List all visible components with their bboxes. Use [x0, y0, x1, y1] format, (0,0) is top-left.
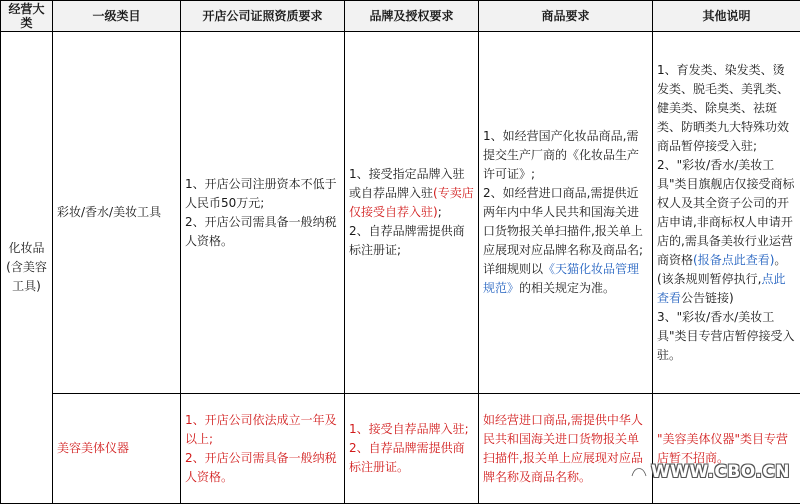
- other-cell: [653, 32, 800, 394]
- logo-icon: [630, 463, 648, 479]
- company-req-2: 2、开店公司需具备一般纳税人资格。: [185, 213, 340, 251]
- header-category: 经营大类: [1, 1, 53, 32]
- other-cell: "美容美体仪器"类目专营店暂不招商。: [653, 394, 800, 504]
- brand-cell: [345, 394, 479, 504]
- company-req-2: 2、开店公司需具备一般纳税人资格。: [185, 449, 340, 487]
- other-note-1: 1、育发类、染发类、烫发类、脱毛类、美乳类、健美类、除臭类、祛斑类、防晒类九大特殊功效商品暂停接受入驻;: [657, 61, 796, 156]
- company-cell: [181, 32, 345, 394]
- header-level1: 一级类目: [53, 1, 181, 32]
- header-company: 开店公司证照资质要求: [181, 1, 345, 32]
- table-row: [1, 32, 800, 394]
- goods-req-2: 2、如经营进口商品,需提供近两年内中华人民共和国海关进口货物报关单扫描件,报关单上应展现对应品牌名称及商品名;: [483, 184, 648, 260]
- table-row: [1, 394, 800, 504]
- brand-note-red: (专卖店仅接受自荐入驻): [349, 186, 474, 219]
- company-req-1: 1、开店公司依法成立一年及以上;: [185, 411, 340, 449]
- other-note-2: 2、"彩妆/香水/美妆工具"类目旗舰店仅接受商标权人及其全资子公司的开店申请,非商标权人申请开店的,需具备美妆行业运营商资格(报备点此查看)。(该条规则暂停执行,点此查看公告链接): [657, 156, 796, 308]
- goods-req-1: 1、如经营国产化妆品商品,需提交生产厂商的《化妆品生产许可证》;: [483, 127, 648, 184]
- header-row: [1, 1, 800, 32]
- brand-req-1: 1、接受指定品牌入驻或自荐品牌入驻(专卖店仅接受自荐入驻);: [349, 165, 474, 222]
- category-cell: 化妆品(含美容工具): [1, 32, 53, 504]
- goods-cell: [479, 32, 653, 394]
- site-watermark: WWW.CBO.CN: [630, 462, 790, 482]
- goods-cell: 如经营进口商品,需提供中华人民共和国海关进口货物报关单扫描件,报关单上应展现对应品牌名称及商品名称。: [479, 394, 653, 504]
- report-view-link[interactable]: (报备点此查看): [693, 253, 774, 267]
- brand-req-2: 2、自荐品牌需提供商标注册证。: [349, 439, 474, 477]
- company-cell: [181, 394, 345, 504]
- level1-cell: 彩妆/香水/美妆工具: [53, 32, 181, 394]
- cosmetics-rules-link[interactable]: 《天猫化妆品管理规范》: [483, 262, 639, 295]
- brand-req-1: 1、接受自荐品牌入驻;: [349, 420, 474, 439]
- announcement-view-link[interactable]: 点此查看: [657, 272, 786, 305]
- brand-cell: [345, 32, 479, 394]
- level1-cell: 美容美体仪器: [53, 394, 181, 504]
- goods-req-3: 详细规则以《天猫化妆品管理规范》的相关规定为准。: [483, 260, 648, 298]
- brand-req-2: 2、自荐品牌需提供商标注册证;: [349, 222, 474, 260]
- header-brand: 品牌及授权要求: [345, 1, 479, 32]
- header-goods: 商品要求: [479, 1, 653, 32]
- header-other: 其他说明: [653, 1, 800, 32]
- other-note-3: 3、"彩妆/香水/美妆工具"类目专营店暂停接受入驻。: [657, 308, 796, 365]
- company-req-1: 1、开店公司注册资本不低于人民币50万元;: [185, 175, 340, 213]
